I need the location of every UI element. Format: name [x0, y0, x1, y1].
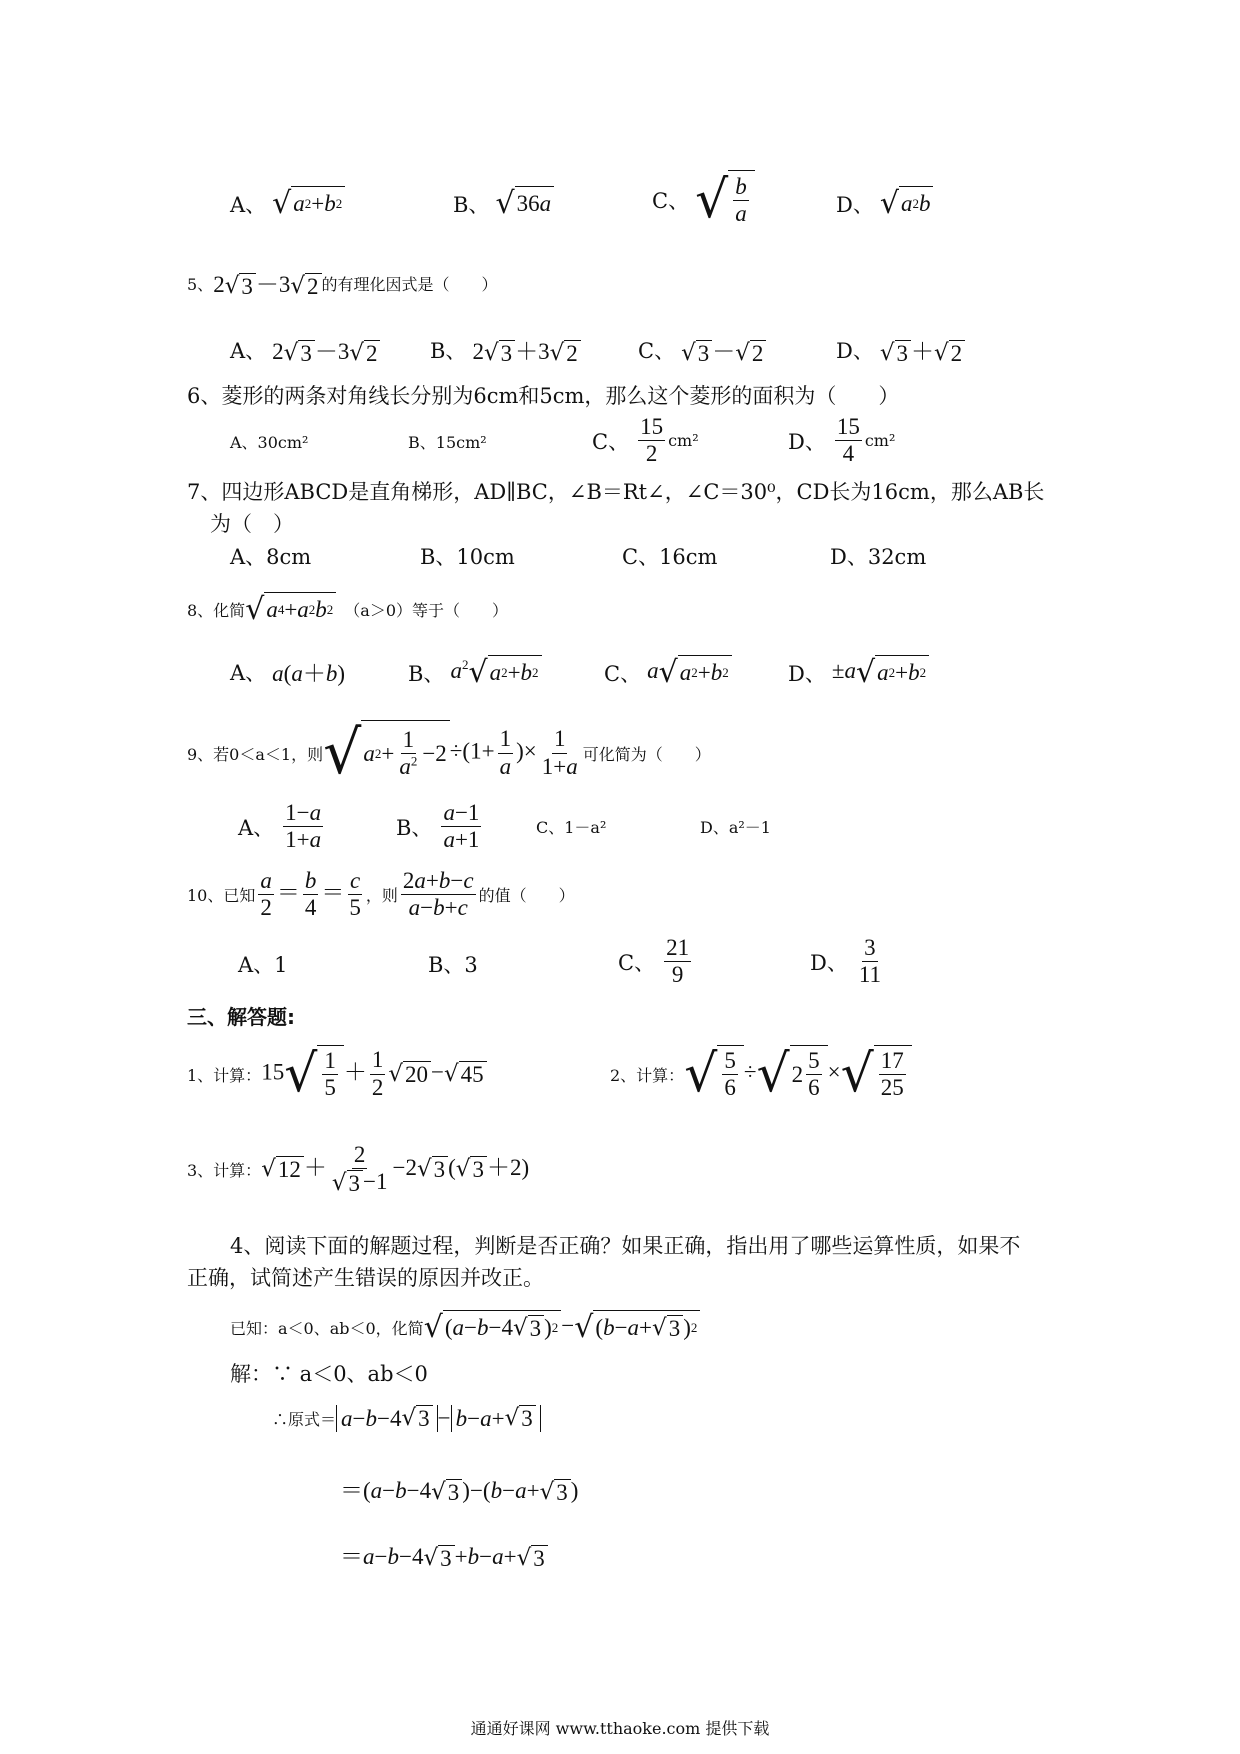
option-label: A、 — [230, 339, 267, 364]
q5-option-a: A、 2 √ 3 －3 √ 2 — [230, 333, 380, 367]
question-9 — [187, 720, 711, 786]
q7-option-c: C、16cm — [622, 545, 718, 569]
question-text: （a＞0）等于（ ） — [344, 601, 509, 620]
unit: cm² — [668, 431, 699, 451]
expression: ＝(a−b−4 √ 3 )−(b−a+ √ 3 ) — [340, 1478, 579, 1506]
option-label: C、 — [652, 189, 690, 213]
q8-option-c: C、 a √ a 2 + b 2 — [604, 655, 732, 690]
expression: √ a 2 + $\frac{1}{a^2}$ −2 ÷(1+ $\frac{1}{a}$ )× $\frac{1}{1+a}$ — [323, 718, 578, 788]
question-7-line2: 为（ ） — [210, 512, 294, 536]
expression: $\frac{2a+b-c}{a-b+c}$ — [402, 868, 474, 921]
option-label: A、 — [230, 660, 267, 685]
q5-option-d: D、 √ 3 ＋ √ 2 — [836, 333, 965, 367]
question-text: ，则 — [365, 886, 398, 906]
q4-option-a — [230, 186, 345, 221]
problem-4-line2: 正确，试简述产生错误的原因并改正。 — [187, 1266, 544, 1290]
q5-option-c: C、 √ 3 － √ 2 — [638, 333, 766, 367]
q6-option-d: D、 $\frac{15}{4}$ cm² — [788, 414, 896, 467]
question-number: 9、若0＜a＜1，则 — [187, 744, 324, 764]
q7-option-d: D、32cm — [830, 545, 927, 569]
q9-option-d — [700, 815, 771, 838]
option-label: B、 — [430, 339, 467, 364]
expression: $\frac{a}{2}$ ＝ $\frac{b}{4}$ ＝ $\frac{c}{5}$ — [260, 868, 361, 921]
q6-option-a — [230, 430, 308, 453]
solution-step-3 — [340, 1538, 548, 1572]
option-label: D、 — [810, 950, 848, 975]
q9-option-c — [536, 815, 606, 838]
expression: a − b −4 √ 3 − b − a + √ 3 — [336, 1405, 541, 1432]
sqrt-expr: √ a 2 + b 2 — [272, 186, 345, 221]
q6-option-c: C、 $\frac{15}{2}$ cm² — [592, 414, 699, 467]
q9-option-b: B、 $\frac{a-1}{a+1}$ — [396, 800, 480, 853]
option-label: C、 — [592, 429, 630, 454]
q8-option-a: A、 a(a＋b) — [230, 655, 345, 688]
option-label: D、 — [836, 339, 874, 364]
option-label: C、 — [604, 661, 642, 686]
option-text: C、1－a² — [536, 818, 607, 837]
q10-option-d: D、 $\frac{3}{11}$ — [810, 935, 881, 988]
option-label: C、 — [638, 339, 676, 364]
expression: √ ( a − b −4 √ 3 ) 2 − √ ( b − a + √ 3 ) 2 — [424, 1310, 701, 1345]
q5-option-b: B、 2 √ 3 ＋3 √ 2 — [430, 333, 581, 367]
problem-3 — [187, 1142, 529, 1198]
given-text: 已知：a＜0、ab＜0，化简 — [230, 1319, 424, 1338]
sqrt-expr: √ 36 a — [495, 186, 554, 221]
option-label: A、 — [230, 192, 267, 217]
expression: 2 √ 3 －3 √ 2 — [213, 266, 321, 300]
expression: √ $\frac{5}{6}$ ÷ √ 2 $\frac{5}{6}$ × √ $\frac{17}{25}$ — [684, 1045, 912, 1103]
solution-step-1 — [272, 1405, 541, 1432]
question-text: 的值（ ） — [478, 886, 575, 906]
problem-4-given — [230, 1310, 700, 1345]
option-label: C、 — [618, 950, 656, 975]
q9-option-a: A、 $\frac{1-a}{1+a}$ — [238, 800, 322, 853]
question-number: 8、化简 — [187, 601, 246, 620]
option-label: B、 — [453, 192, 490, 217]
problem-4-solution: 解：∵ a＜0、ab＜0 — [230, 1362, 428, 1386]
problem-label: 3、计算： — [187, 1161, 262, 1181]
step-label: ∴原式＝ — [272, 1410, 337, 1429]
q10-option-b: B、3 — [428, 953, 478, 977]
unit: cm² — [864, 431, 896, 451]
question-8 — [187, 592, 508, 627]
sqrt-expr: √ a 2 b — [880, 186, 934, 221]
option-label: D、 — [788, 661, 826, 686]
problem-1 — [187, 1045, 487, 1103]
section-heading: 三、解答题: — [187, 1005, 295, 1029]
question-10 — [187, 868, 575, 922]
option-label: D、 — [836, 192, 874, 217]
question-6: 6、菱形的两条对角线长分别为6cm和5cm，那么这个菱形的面积为（ ） — [187, 384, 900, 408]
question-number: 10、已知 — [187, 886, 256, 906]
option-text: A、30cm² — [230, 433, 309, 452]
option-label: A、 — [238, 815, 275, 840]
problem-4-line1: 4、阅读下面的解题过程，判断是否正确？如果正确，指出用了哪些运算性质，如果不 — [230, 1234, 1021, 1258]
expression: ＝a−b−4 √ 3 +b−a+ √ 3 — [340, 1538, 548, 1572]
q8-option-d: D、 ±a √ a 2 + b 2 — [788, 655, 929, 690]
problem-label: 1、计算： — [187, 1065, 262, 1085]
q10-option-c: C、 $\frac{21}{9}$ — [618, 935, 690, 988]
sqrt-expr: √ $\frac{b}{a}$ — [695, 170, 755, 230]
problem-label: 2、计算： — [610, 1065, 685, 1085]
q4-option-c — [652, 170, 755, 230]
expression: √ 12 ＋ 2 √ 3 −1 −2 √ 3 ( √ 3 ＋2) — [261, 1142, 530, 1197]
q4-option-b — [453, 186, 554, 221]
q4-option-d — [836, 186, 933, 221]
sqrt-expr: √ a 4 + a 2 b 2 — [245, 592, 336, 627]
option-label: B、 — [408, 661, 445, 686]
option-text: B、15cm² — [408, 433, 487, 452]
q6-option-b — [408, 430, 487, 453]
q10-option-a: A、1 — [238, 953, 288, 977]
q8-option-b: B、 $a^2$ √ a 2 + b 2 — [408, 655, 542, 690]
problem-2 — [610, 1045, 912, 1103]
option-label: D、 — [788, 429, 826, 454]
q7-option-a: A、8cm — [230, 545, 312, 569]
question-7-line1: 7、四边形ABCD是直角梯形，AD∥BC，∠B＝Rt∠，∠C＝30⁰，CD长为16cm，那么AB长 — [187, 480, 1045, 504]
option-text: D、a²－1 — [700, 818, 771, 837]
question-5 — [187, 266, 498, 300]
question-text: 的有理化因式是（ ） — [321, 274, 498, 294]
page-footer: 通通好课网 www.tthaoke.com 提供下载 — [470, 1719, 770, 1738]
solution-step-2 — [340, 1472, 578, 1506]
q7-option-b: B、10cm — [420, 545, 515, 569]
question-number: 5、 — [187, 274, 214, 294]
expression: 15 √ $\frac{1}{5}$ ＋ $\frac{1}{2}$ √ 20 − √ 45 — [261, 1045, 486, 1103]
question-text: 可化简为（ ） — [582, 744, 711, 764]
option-label: B、 — [396, 815, 433, 840]
